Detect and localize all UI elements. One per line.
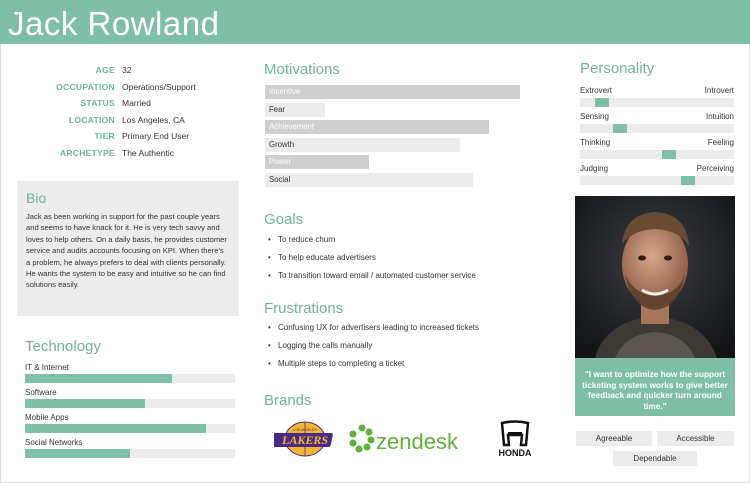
goals-list [268, 231, 476, 285]
demo-label: TIER [94, 131, 115, 142]
demo-row-occupation [18, 79, 238, 96]
personality-title: Personality [580, 60, 655, 77]
personality-left-label: Judging [580, 164, 609, 173]
lakers-logo-icon [274, 420, 336, 458]
personality-list [580, 85, 734, 189]
demo-row-status [18, 95, 238, 112]
tech-track [25, 449, 235, 458]
motivation-bar: Achievement [265, 120, 489, 134]
motivation-bar: Growth [265, 138, 460, 152]
demo-row-archetype [18, 145, 238, 162]
tech-label: Social Networks [25, 438, 83, 447]
personality-scale [580, 85, 734, 111]
personality-right-label: Feeling [707, 138, 734, 147]
personality-track [580, 124, 734, 133]
frustrations-list [268, 319, 479, 373]
bio-title: Bio [26, 190, 47, 206]
portrait-image [575, 196, 735, 358]
demo-value: Married [122, 98, 151, 109]
demo-value: Primary End User [122, 131, 190, 142]
personality-left-label: Extrovert [580, 86, 613, 95]
persona-name: Jack Rowland [8, 5, 220, 42]
tech-item [25, 411, 235, 436]
motivation-bar: Power [265, 155, 369, 169]
frustration-item: • Logging the calls manually [268, 337, 479, 355]
demo-label: STATUS [80, 98, 115, 109]
zendesk-text: zendesk [376, 429, 458, 454]
tech-track [25, 399, 235, 408]
trait-badge: Agreeable [576, 431, 652, 446]
motivation-bar: Fear [265, 103, 325, 117]
demo-label: ARCHETYPE [59, 147, 115, 158]
personality-knob [613, 124, 627, 133]
lakers-text: LAKERS [281, 433, 329, 447]
personality-knob [681, 176, 695, 185]
honda-text: HONDA [498, 448, 532, 458]
personality-scale [580, 111, 734, 137]
personality-scale [580, 163, 734, 189]
personality-knob [595, 98, 609, 107]
motivation-bar: Social [265, 173, 473, 187]
motivations-title: Motivations [264, 61, 340, 78]
personality-track [580, 98, 734, 107]
tech-item [25, 436, 235, 461]
personality-knob [662, 150, 676, 159]
frustration-item: • Multiple steps to completing a ticket [268, 355, 479, 373]
technology-title: Technology [25, 338, 101, 355]
demo-row-location [18, 112, 238, 129]
demo-row-tier [18, 128, 238, 145]
demo-value: The Authentic [122, 147, 174, 158]
goals-title: Goals [264, 211, 304, 228]
tech-label: IT & Internet [25, 363, 69, 372]
tech-track [25, 424, 235, 433]
trait-badge: Accessible [657, 431, 734, 446]
motivations-list [265, 85, 525, 190]
brands-logos [270, 418, 545, 460]
demo-label: AGE [95, 65, 115, 76]
motivation-bar: Incentive [265, 85, 520, 99]
tech-fill [25, 424, 206, 433]
technology-list [25, 361, 235, 461]
lakers-small-text: LOS ANGELES [293, 428, 317, 432]
brands-title: Brands [264, 392, 312, 409]
honda-logo-icon [490, 420, 540, 458]
header-banner [0, 0, 750, 44]
goal-item: • To help educate advertisers [268, 249, 476, 267]
goal-item: • To reduce churn [268, 231, 476, 249]
demo-label: LOCATION [68, 114, 115, 125]
frustrations-title: Frustrations [264, 300, 344, 317]
tech-fill [25, 399, 145, 408]
tech-label: Software [25, 388, 57, 397]
demo-row-age [18, 62, 238, 79]
frustration-item: • Confusing UX for advertisers leading to increased tickets [268, 319, 479, 337]
personality-scale [580, 137, 734, 163]
goal-item: • To transition toward email / automated customer service [268, 267, 476, 285]
trait-badge: Dependable [613, 451, 697, 466]
demo-value: Operations/Support [122, 81, 196, 92]
demo-label: OCCUPATION [56, 81, 115, 92]
personality-left-label: Thinking [580, 138, 611, 147]
personality-right-label: Perceiving [696, 164, 734, 173]
personality-right-label: Intuition [705, 112, 734, 121]
demo-value: Los Angeles, CA [122, 114, 185, 125]
personality-track [580, 176, 734, 185]
persona-photo [575, 196, 735, 358]
persona-quote: "I want to optimize how the support ticketing system works to give better feedback and quicker turn around time." [575, 358, 735, 416]
bio-text: Jack as been working in support for the past couple years and seems to have knack for it. He is very tech savvy and loves to help others. On a daily basis, he provides customer service and audits accounts focusing on KPI. When there's a problem, he always prefers to deal with clients personally. He wants the system to be easy and intuitive so he can find solutions easily. [26, 212, 227, 290]
personality-left-label: Sensing [580, 112, 609, 121]
zendesk-logo-icon [348, 421, 473, 457]
personality-right-label: Introvert [704, 86, 734, 95]
tech-label: Mobile Apps [25, 413, 69, 422]
tech-item [25, 361, 235, 386]
tech-track [25, 374, 235, 383]
demo-value: 32 [122, 65, 132, 76]
tech-fill [25, 449, 130, 458]
tech-item [25, 386, 235, 411]
demographics [18, 62, 238, 161]
personality-track [580, 150, 734, 159]
bio-panel [17, 181, 239, 316]
tech-fill [25, 374, 172, 383]
